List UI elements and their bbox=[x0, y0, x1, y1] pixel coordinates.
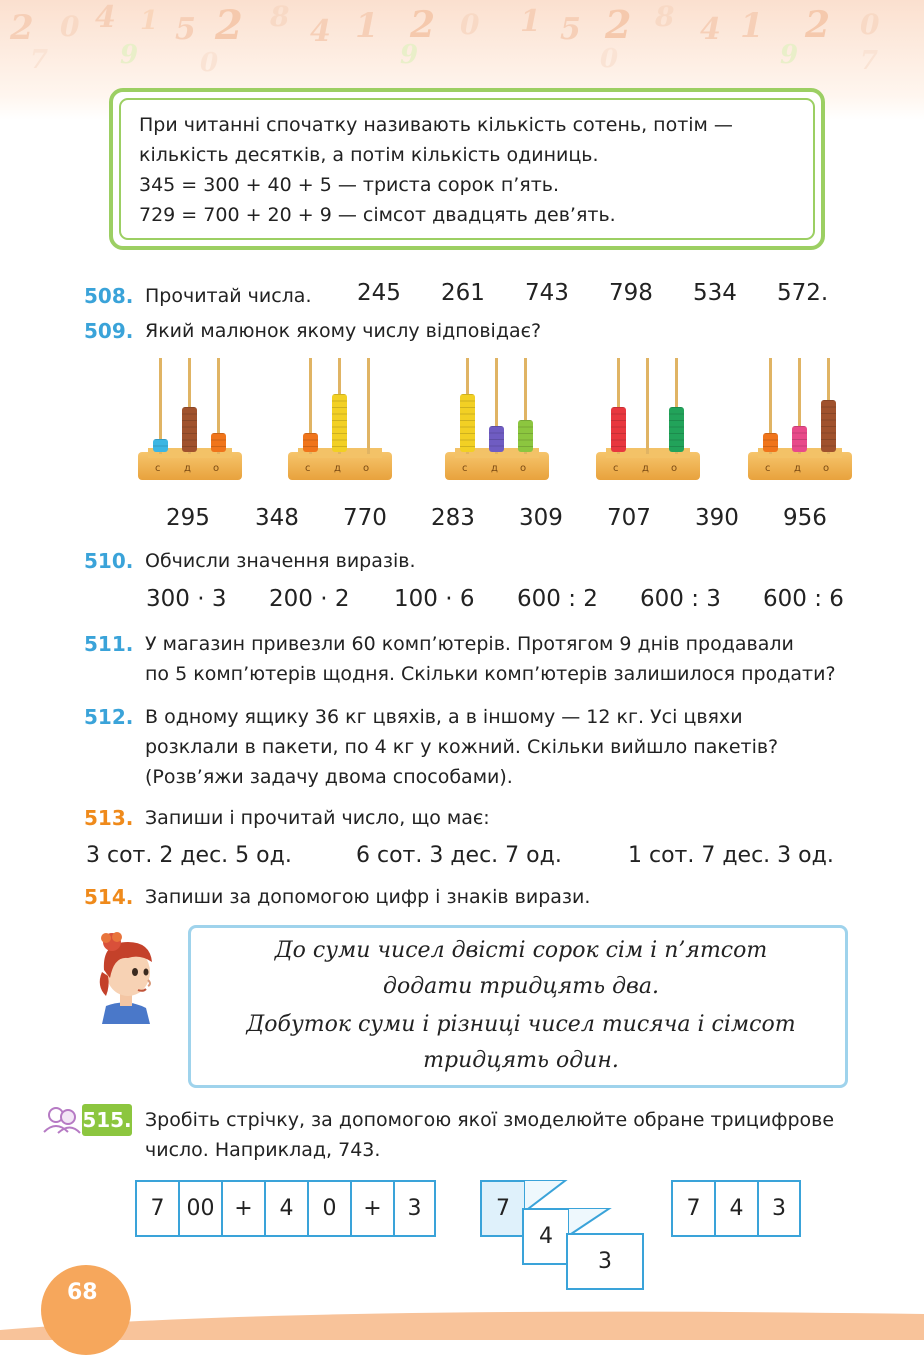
abacus-beads bbox=[669, 407, 684, 453]
expression-item: 600 : 2 bbox=[517, 586, 598, 612]
number-item: 572. bbox=[777, 280, 829, 306]
place-value-item: 1 сот. 7 дес. 3 од. bbox=[628, 843, 834, 868]
decorative-digits: 0 bbox=[200, 48, 219, 78]
task-line: тридцять один. bbox=[423, 1048, 619, 1073]
exercise-text: Запиши за допомогою цифр і знаків вирази. bbox=[145, 886, 591, 908]
exercise-text: по 5 комп’ютерів щодня. Скільки комп’ютерів залишилося продати? bbox=[145, 663, 836, 685]
rule-box bbox=[109, 88, 825, 250]
abacus-place-label: с bbox=[305, 463, 311, 474]
result-strip-cell: 3 bbox=[757, 1180, 801, 1237]
abacus-place-label: д bbox=[491, 463, 498, 474]
decorative-digits: 4 bbox=[310, 14, 331, 49]
exercise-text: Обчисли значення виразів. bbox=[145, 550, 416, 572]
task-line: додати тридцять два. bbox=[383, 974, 659, 999]
decorative-digits: 2 bbox=[805, 4, 831, 46]
decorative-digits: 0 bbox=[460, 8, 480, 41]
expression-item: 200 · 2 bbox=[269, 586, 350, 612]
rule-line: кількість десятків, а потім кількість одиниць. bbox=[139, 144, 599, 166]
exercise-text: число. Наприклад, 743. bbox=[145, 1139, 381, 1161]
folded-strip-cell: 4 bbox=[522, 1208, 570, 1265]
page-number-badge bbox=[41, 1265, 131, 1355]
abacus-place-label: с bbox=[765, 463, 771, 474]
decorative-digits: 1 bbox=[140, 6, 159, 36]
abacus-beads bbox=[821, 400, 836, 452]
task-line: До суми чисел двісті сорок сім і п’ятсот bbox=[274, 938, 768, 963]
number-item: 534 bbox=[693, 280, 737, 306]
abacus bbox=[596, 355, 700, 480]
exercise-text: Запиши і прочитай число, що має: bbox=[145, 807, 490, 829]
number-item: 798 bbox=[609, 280, 653, 306]
decorative-digits: 7 bbox=[860, 46, 879, 76]
decorative-digits: 1 bbox=[520, 4, 541, 39]
strip-cell: + bbox=[221, 1180, 266, 1237]
decorative-digits: 0 bbox=[860, 8, 880, 41]
expression-item: 300 · 3 bbox=[146, 586, 227, 612]
number-item: 245 bbox=[357, 280, 401, 306]
number-item: 309 bbox=[519, 505, 563, 531]
decorative-digits: 2 bbox=[605, 2, 632, 47]
abacus bbox=[288, 355, 392, 480]
number-item: 707 bbox=[607, 505, 651, 531]
strip-cell: 7 bbox=[135, 1180, 180, 1237]
exercise-number: 508. bbox=[84, 284, 134, 308]
abacus-beads bbox=[763, 433, 778, 453]
decorative-digits: 4 bbox=[700, 12, 721, 47]
strip-cell: 0 bbox=[307, 1180, 352, 1237]
strip-cell: + bbox=[350, 1180, 395, 1237]
rule-line: 729 = 700 + 20 + 9 — сімсот двадцять дев’ять. bbox=[139, 204, 616, 226]
exercise-text: В одному ящику 36 кг цвяхів, а в іншому — 12 кг. Усі цвяхи bbox=[145, 706, 743, 728]
abacus-beads bbox=[211, 433, 226, 453]
exercise-text: У магазин привезли 60 комп’ютерів. Протягом 9 днів продавали bbox=[145, 633, 794, 655]
abacus-beads bbox=[303, 433, 318, 453]
abacus-beads bbox=[611, 407, 626, 453]
abacus-place-label: о bbox=[671, 463, 678, 474]
task-line: Добуток суми і різниці чисел тисяча і сімсот bbox=[246, 1012, 796, 1037]
number-item: 956 bbox=[783, 505, 827, 531]
rule-line: 345 = 300 + 40 + 5 — триста сорок п’ять. bbox=[139, 174, 560, 196]
abacus-place-label: д bbox=[642, 463, 649, 474]
decorative-digits: 9 bbox=[120, 40, 139, 70]
decorative-digits: 0 bbox=[600, 44, 619, 74]
abacus-place-label: о bbox=[363, 463, 370, 474]
abacus-beads bbox=[182, 407, 197, 453]
exercise-text: розклали в пакети, по 4 кг у кожний. Скільки вийшло пакетів? bbox=[145, 736, 779, 758]
decorative-digits: 1 bbox=[740, 6, 764, 46]
abacus-place-label: с bbox=[462, 463, 468, 474]
abacus bbox=[445, 355, 549, 480]
result-strip-cell: 7 bbox=[671, 1180, 716, 1237]
decorative-digits: 4 bbox=[95, 0, 116, 35]
exercise-text: Який малюнок якому числу відповідає? bbox=[145, 320, 542, 342]
abacus-beads bbox=[153, 439, 168, 452]
abacus-place-label: с bbox=[155, 463, 161, 474]
number-item: 390 bbox=[695, 505, 739, 531]
result-strip-cell: 4 bbox=[714, 1180, 759, 1237]
girl-illustration bbox=[88, 928, 168, 1024]
exercise-text: (Розв’яжи задачу двома способами). bbox=[145, 766, 513, 788]
abacus-beads bbox=[792, 426, 807, 452]
abacus-place-label: д bbox=[794, 463, 801, 474]
abacus-beads bbox=[489, 426, 504, 452]
place-value-item: 6 сот. 3 дес. 7 од. bbox=[356, 843, 562, 868]
decorative-digits: 2 bbox=[10, 8, 34, 48]
abacus-rod bbox=[646, 358, 649, 454]
abacus-rod bbox=[367, 358, 370, 454]
number-item: 283 bbox=[431, 505, 475, 531]
abacus-place-label: о bbox=[213, 463, 220, 474]
decorative-digits: 9 bbox=[780, 40, 799, 70]
place-value-item: 3 сот. 2 дес. 5 од. bbox=[86, 843, 292, 868]
number-item: 743 bbox=[525, 280, 569, 306]
number-item: 348 bbox=[255, 505, 299, 531]
expressions-task-box bbox=[188, 925, 848, 1088]
decorative-digits: 2 bbox=[215, 2, 243, 49]
decorative-digits: 1 bbox=[355, 6, 379, 46]
abacus bbox=[748, 355, 852, 480]
decorative-digits: 9 bbox=[400, 40, 419, 70]
abacus-place-label: о bbox=[520, 463, 527, 474]
exercise-number: 512. bbox=[84, 705, 134, 729]
folded-strip-cell: 7 bbox=[480, 1180, 526, 1237]
decorative-digits: 5 bbox=[175, 12, 196, 47]
footer-wave bbox=[0, 1300, 924, 1340]
exercise-text: Зробіть стрічку, за допомогою якої змоделюйте обране трицифрове bbox=[145, 1109, 835, 1131]
expression-item: 100 · 6 bbox=[394, 586, 475, 612]
number-item: 261 bbox=[441, 280, 485, 306]
rule-line: При читанні спочатку називають кількість сотень, потім — bbox=[139, 114, 733, 136]
pair-work-icon bbox=[42, 1106, 82, 1134]
expression-item: 600 : 6 bbox=[763, 586, 844, 612]
page-number: 68 bbox=[67, 1280, 98, 1305]
abacus-place-label: с bbox=[613, 463, 619, 474]
decorative-digits: 8 bbox=[655, 0, 675, 33]
number-item: 295 bbox=[166, 505, 210, 531]
exercise-text: Прочитай числа. bbox=[145, 285, 312, 307]
strip-cell: 4 bbox=[264, 1180, 309, 1237]
exercise-number: 515. bbox=[82, 1104, 132, 1136]
abacus-beads bbox=[518, 420, 533, 453]
strip-cell: 3 bbox=[393, 1180, 436, 1237]
exercise-number: 511. bbox=[84, 632, 134, 656]
abacus-place-label: д bbox=[334, 463, 341, 474]
decorative-digits: 7 bbox=[30, 45, 49, 75]
folded-strip-cell: 3 bbox=[566, 1233, 644, 1290]
abacus-place-label: д bbox=[184, 463, 191, 474]
decorative-digits: 5 bbox=[560, 12, 581, 47]
number-item: 770 bbox=[343, 505, 387, 531]
exercise-number: 513. bbox=[84, 806, 134, 830]
abacus-place-label: о bbox=[823, 463, 830, 474]
expression-item: 600 : 3 bbox=[640, 586, 721, 612]
abacus-beads bbox=[332, 394, 347, 453]
exercise-number: 510. bbox=[84, 549, 134, 573]
strip-cell: 00 bbox=[178, 1180, 223, 1237]
abacus-beads bbox=[460, 394, 475, 453]
decorative-digits: 0 bbox=[60, 10, 80, 43]
decorative-digits: 8 bbox=[270, 0, 290, 33]
decorative-digits: 2 bbox=[410, 4, 436, 46]
exercise-number: 509. bbox=[84, 319, 134, 343]
abacus bbox=[138, 355, 242, 480]
exercise-number: 514. bbox=[84, 885, 134, 909]
